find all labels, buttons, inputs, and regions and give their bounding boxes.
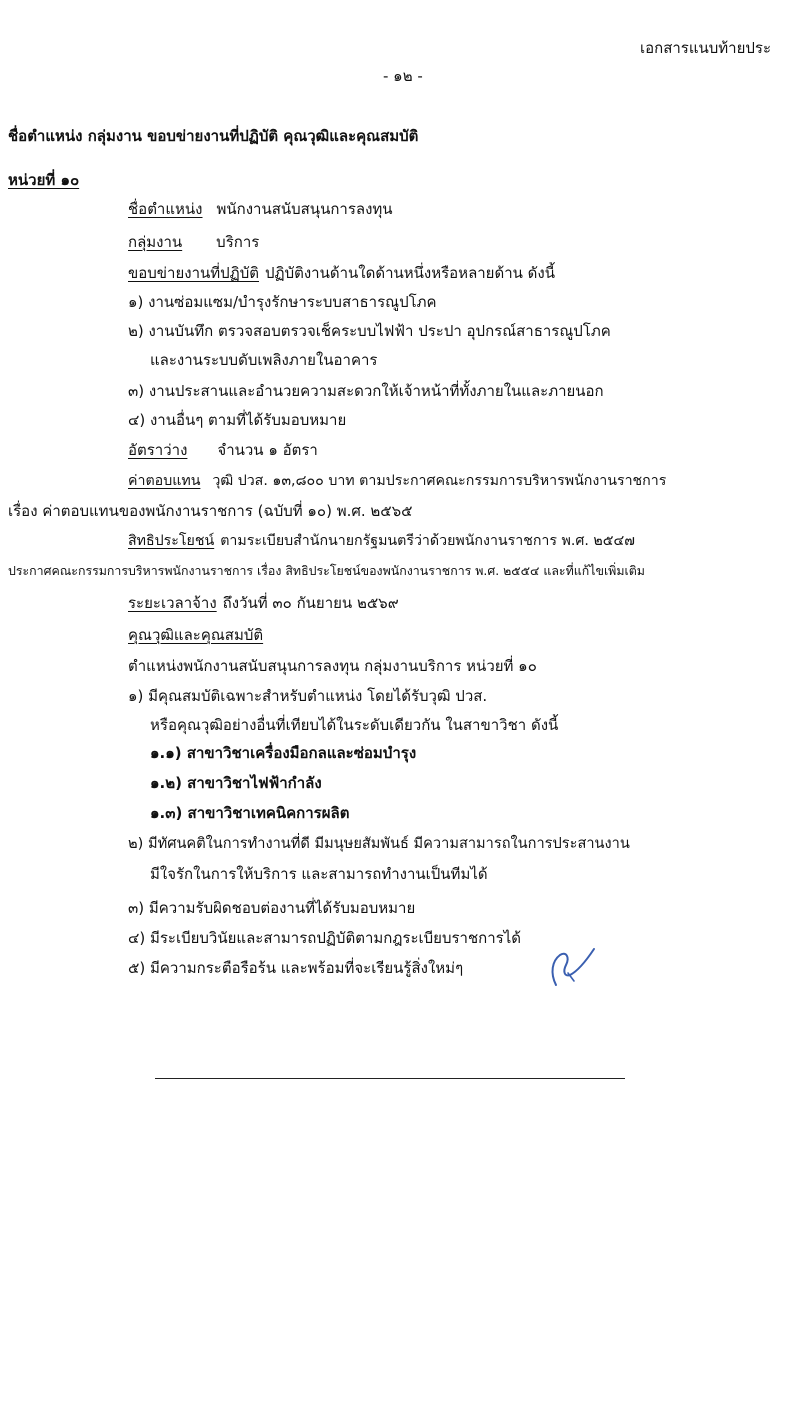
compensation-value: วุฒิ ปวส. ๑๓,๘๐๐ บาท ตามประกาศคณะกรรมการบริหารพนักงานราชการ	[212, 473, 667, 489]
term-label: ระยะเวลาจ้าง	[128, 594, 217, 612]
major-item: ๑.๓) สาขาวิชาเทคนิคการผลิต	[150, 804, 350, 822]
benefits-row	[128, 531, 635, 551]
qualification-item-continued: หรือคุณวุฒิอย่างอื่นที่เทียบได้ในระดับเดียวกัน ในสาขาวิชา ดังนี้	[150, 716, 559, 734]
group-label: กลุ่มงาน	[128, 233, 183, 251]
qualification-item: ๒) มีทัศนคติในการทำงานที่ดี มีมนุษยสัมพันธ์ มีความสามารถในการประสานงาน	[128, 835, 630, 852]
scope-item: ๑) งานซ่อมแซม/บำรุงรักษาระบบสาธารณูปโภค	[128, 293, 437, 311]
position-label: ชื่อตำแหน่ง	[128, 200, 203, 218]
scope-label: ขอบข่ายงานที่ปฏิบัติ	[128, 264, 259, 282]
group-value: บริการ	[216, 233, 260, 251]
major-item: ๑.๑) สาขาวิชาเครื่องมือกลและซ่อมบำรุง	[150, 744, 417, 762]
group-row	[128, 232, 259, 252]
qualification-item: ๑) มีคุณสมบัติเฉพาะสำหรับตำแหน่ง โดยได้รับวุฒิ ปวส.	[128, 687, 488, 705]
scope-item-continued: และงานระบบดับเพลิงภายในอาคาร	[150, 351, 378, 369]
vacancy-row	[128, 440, 318, 460]
qualification-item: ๕) มีความกระตือรือร้น และพร้อมที่จะเรียนรู้สิ่งใหม่ๆ	[128, 959, 464, 977]
qualification-item-continued: มีใจรักในการให้บริการ และสามารถทำงานเป็นทีมได้	[150, 865, 488, 883]
unit-heading: หน่วยที่ ๑๐	[8, 171, 80, 189]
scope-item: ๒) งานบันทึก ตรวจสอบตรวจเช็คระบบไฟฟ้า ประปา อุปกรณ์สาธารณูปโภค	[128, 322, 611, 340]
scope-item: ๔) งานอื่นๆ ตามที่ได้รับมอบหมาย	[128, 411, 347, 429]
main-heading: ชื่อตำแหน่ง กลุ่มงาน ขอบข่ายงานที่ปฏิบัติ คุณวุฒิและคุณสมบัติ	[8, 127, 419, 145]
major-item: ๑.๒) สาขาวิชาไฟฟ้ากำลัง	[150, 774, 322, 792]
vacancy-value: จำนวน ๑ อัตรา	[217, 441, 318, 459]
benefits-continued: ประกาศคณะกรรมการบริหารพนักงานราชการ เรื่อง สิทธิประโยชน์ของพนักงานราชการ พ.ศ. ๒๕๕๔ และที่แก้ไขเพิ่มเติม	[8, 563, 645, 578]
term-value: ถึงวันที่ ๓๐ กันยายน ๒๕๖๙	[222, 594, 399, 612]
scope-item: ๓) งานประสานและอำนวยความสะดวกให้เจ้าหน้าที่ทั้งภายในและภายนอก	[128, 382, 604, 400]
benefits-value: ตามระเบียบสำนักนายกรัฐมนตรีว่าด้วยพนักงานราชการ พ.ศ. ๒๕๔๗	[220, 533, 635, 549]
attachment-label: เอกสารแนบท้ายประ	[640, 39, 772, 57]
qualifications-intro: ตำแหน่งพนักงานสนับสนุนการลงทุน กลุ่มงานบริการ หน่วยที่ ๑๐	[128, 657, 537, 675]
position-value: พนักงานสนับสนุนการลงทุน	[216, 200, 393, 218]
qualifications-heading: คุณวุฒิและคุณสมบัติ	[128, 626, 264, 644]
qualification-item: ๔) มีระเบียบวินัยและสามารถปฏิบัติตามกฎระเบียบราชการได้	[128, 929, 521, 947]
compensation-row	[128, 471, 666, 491]
signature-line	[155, 1078, 625, 1079]
term-row	[128, 593, 399, 613]
benefits-label: สิทธิประโยชน์	[128, 533, 215, 549]
scope-row	[128, 263, 555, 283]
scope-intro: ปฏิบัติงานด้านใดด้านหนึ่งหรือหลายด้าน ดังนี้	[265, 264, 555, 282]
compensation-label: ค่าตอบแทน	[128, 473, 201, 489]
signature-mark	[546, 943, 606, 993]
page-number: - ๑๒ -	[383, 67, 423, 85]
compensation-continued: เรื่อง ค่าตอบแทนของพนักงานราชการ (ฉบับที่ ๑๐) พ.ศ. ๒๕๖๕	[8, 502, 413, 520]
position-row	[128, 199, 393, 219]
vacancy-label: อัตราว่าง	[128, 441, 188, 459]
qualification-item: ๓) มีความรับผิดชอบต่องานที่ได้รับมอบหมาย	[128, 899, 416, 917]
